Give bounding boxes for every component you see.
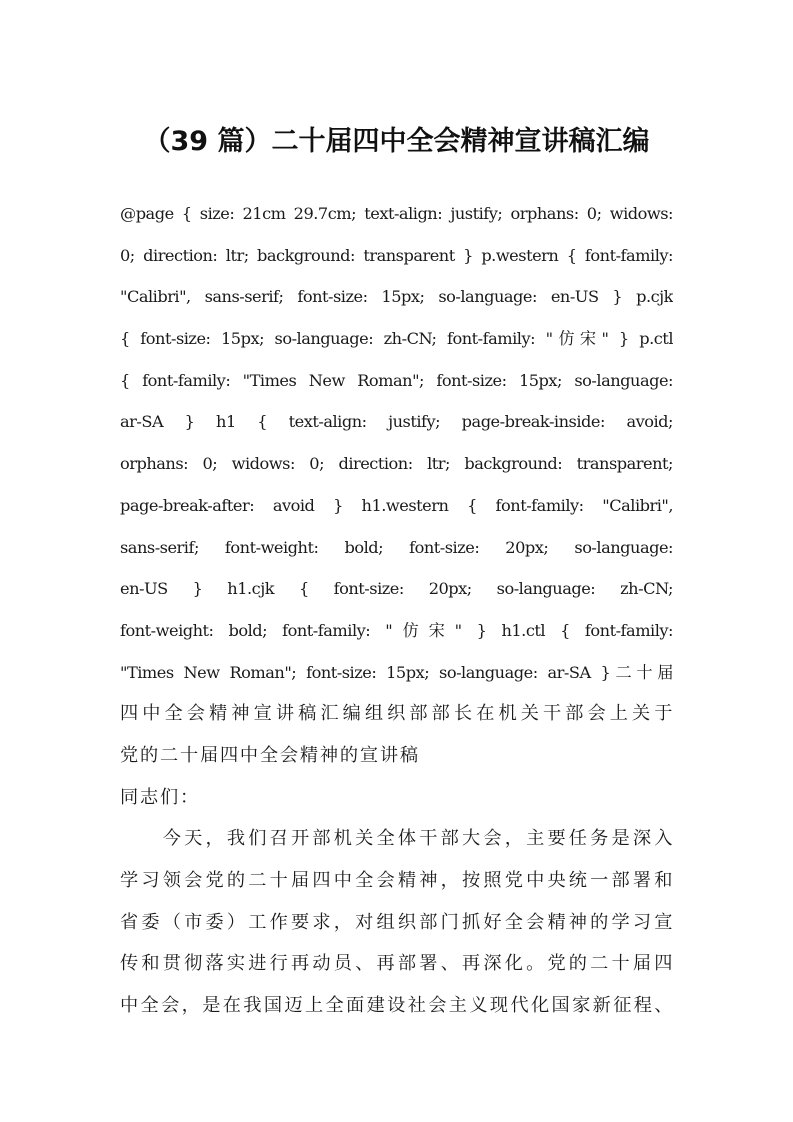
- text-line: ar-SA } h1 { text-align: justify; page-break-inside: avoid;: [120, 412, 673, 432]
- text-line: 0; direction: ltr; background: transparent } p.western { font-family:: [120, 245, 673, 265]
- text-line: { font-size: 15px; so-language: zh-CN; font-family: "仿宋" } p.ctl: [120, 329, 673, 349]
- paragraph-line: 传和贯彻落实进行再动员、再部署、再深化。党的二十届四: [120, 953, 673, 975]
- text-line: font-weight: bold; font-family: "仿宋" } h1.ctl { font-family:: [120, 620, 673, 640]
- paragraph-line: 中全会，是在我国迈上全面建设社会主义现代化国家新征程、: [120, 995, 673, 1017]
- text-line: orphans: 0; widows: 0; direction: ltr; background: transparent;: [120, 454, 673, 474]
- text-line: sans-serif; font-weight: bold; font-size: 20px; so-language:: [120, 537, 673, 557]
- paragraph-line: 党的二十届四中全会精神的宣讲稿: [120, 744, 420, 766]
- text-line: en-US } h1.cjk { font-size: 20px; so-language: zh-CN;: [120, 579, 673, 599]
- text-line: @page { size: 21cm 29.7cm; text-align: justify; orphans: 0; widows:: [120, 204, 673, 223]
- text-line: page-break-after: avoid } h1.western { font-family: "Calibri",: [120, 495, 673, 515]
- text-line: "Calibri", sans-serif; font-size: 15px; so-language: en-US } p.cjk: [120, 287, 673, 307]
- paragraph-line: 今天，我们召开部机关全体干部大会，主要任务是深入: [120, 828, 673, 850]
- paragraph-line: 四中全会精神宣讲稿汇编组织部部长在机关干部会上关于: [120, 703, 673, 725]
- text-line: { font-family: "Times New Roman"; font-size: 15px; so-language:: [120, 370, 673, 390]
- paragraph-line: 学习领会党的二十届四中全会精神，按照党中央统一部署和: [120, 870, 673, 891]
- document-title: （39 篇）二十届四中全会精神宣讲稿汇编: [143, 126, 650, 157]
- paragraph-line: 省委（市委）工作要求，对组织部门抓好全会精神的学习宣: [120, 911, 673, 933]
- document-body: [120, 193, 673, 1027]
- text-line: "Times New Roman"; font-size: 15px; so-language: ar-SA }二十届: [120, 662, 673, 682]
- salutation: 同志们：: [120, 786, 200, 808]
